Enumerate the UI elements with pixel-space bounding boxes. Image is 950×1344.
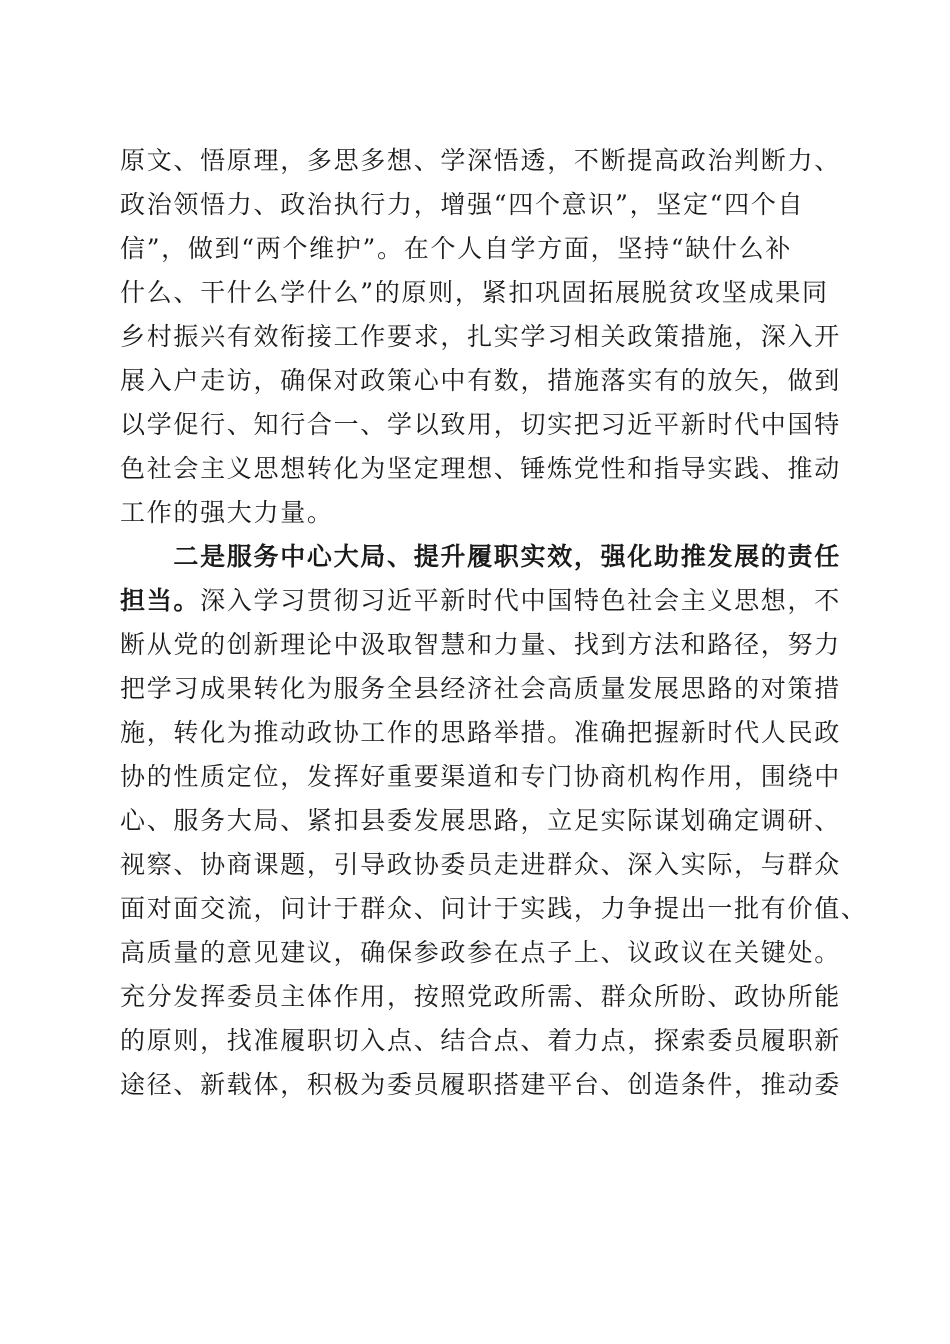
paragraph1-line-7: 以学促行、知行合一、学以致用，切实把习近平新时代中国特 <box>120 410 841 439</box>
paragraph2-line-4: 把学习成果转化为服务全县经济社会高质量发展思路的对策措 <box>120 674 841 703</box>
paragraph1-line-4: 什么、干什么学什么”的原则，紧扣巩固拓展脱贫攻坚成果同 <box>120 278 829 307</box>
paragraph1-line-6: 展入户走访，确保对政策心中有数，措施落实有的放矢，做到 <box>120 366 841 395</box>
paragraph2-heading-end: 担当。 <box>120 586 201 615</box>
paragraph1-line-3: 信”，做到“两个维护”。在个人自学方面，坚持“缺什么补 <box>120 234 793 263</box>
document-body <box>120 139 868 1107</box>
paragraph2-line-2 <box>120 579 840 623</box>
paragraph1-line-9: 工作的强大力量。 <box>120 498 334 527</box>
paragraph2-heading-line-1: 二是服务中心大局、提升履职实效，强化助推发展的责任 <box>120 542 841 571</box>
paragraph2-line-12: 的原则，找准履职切入点、结合点、着力点，探索委员履职新 <box>120 1026 841 1055</box>
paragraph2-line-10: 高质量的意见建议，确保参政参在点子上、议政议在关键处。 <box>120 938 841 967</box>
paragraph2-line-7: 心、服务大局、紧扣县委发展思路，立足实际谋划确定调研、 <box>120 806 841 835</box>
paragraph2-line-3: 断从党的创新理论中汲取智慧和力量、找到方法和路径，努力 <box>120 630 841 659</box>
paragraph2-line-2-rest: 深入学习贯彻习近平新时代中国特色社会主义思想，不 <box>200 586 841 615</box>
paragraph2-line-8: 视察、协商课题，引导政协委员走进群众、深入实际，与群众 <box>120 850 841 879</box>
paragraph2-line-5: 施，转化为推动政协工作的思路举措。准确把握新时代人民政 <box>120 718 841 747</box>
paragraph2-line-9: 面对面交流，问计于群众、问计于实践，力争提出一批有价值、 <box>120 894 868 923</box>
paragraph1-line-5: 乡村振兴有效衔接工作要求，扎实学习相关政策措施，深入开 <box>120 322 841 351</box>
paragraph1-line-2: 政治领悟力、政治执行力，增强“四个意识”，坚定“四个自 <box>120 190 805 219</box>
paragraph2-line-13: 途径、新载体，积极为委员履职搭建平台、创造条件，推动委 <box>120 1070 841 1099</box>
paragraph2-line-6: 协的性质定位，发挥好重要渠道和专门协商机构作用，围绕中 <box>120 762 841 791</box>
paragraph2-line-11: 充分发挥委员主体作用，按照党政所需、群众所盼、政协所能 <box>120 982 841 1011</box>
paragraph1-line-1: 原文、悟原理，多思多想、学深悟透，不断提高政治判断力、 <box>120 146 841 175</box>
paragraph1-line-8: 色社会主义思想转化为坚定理想、锤炼党性和指导实践、推动 <box>120 454 841 483</box>
